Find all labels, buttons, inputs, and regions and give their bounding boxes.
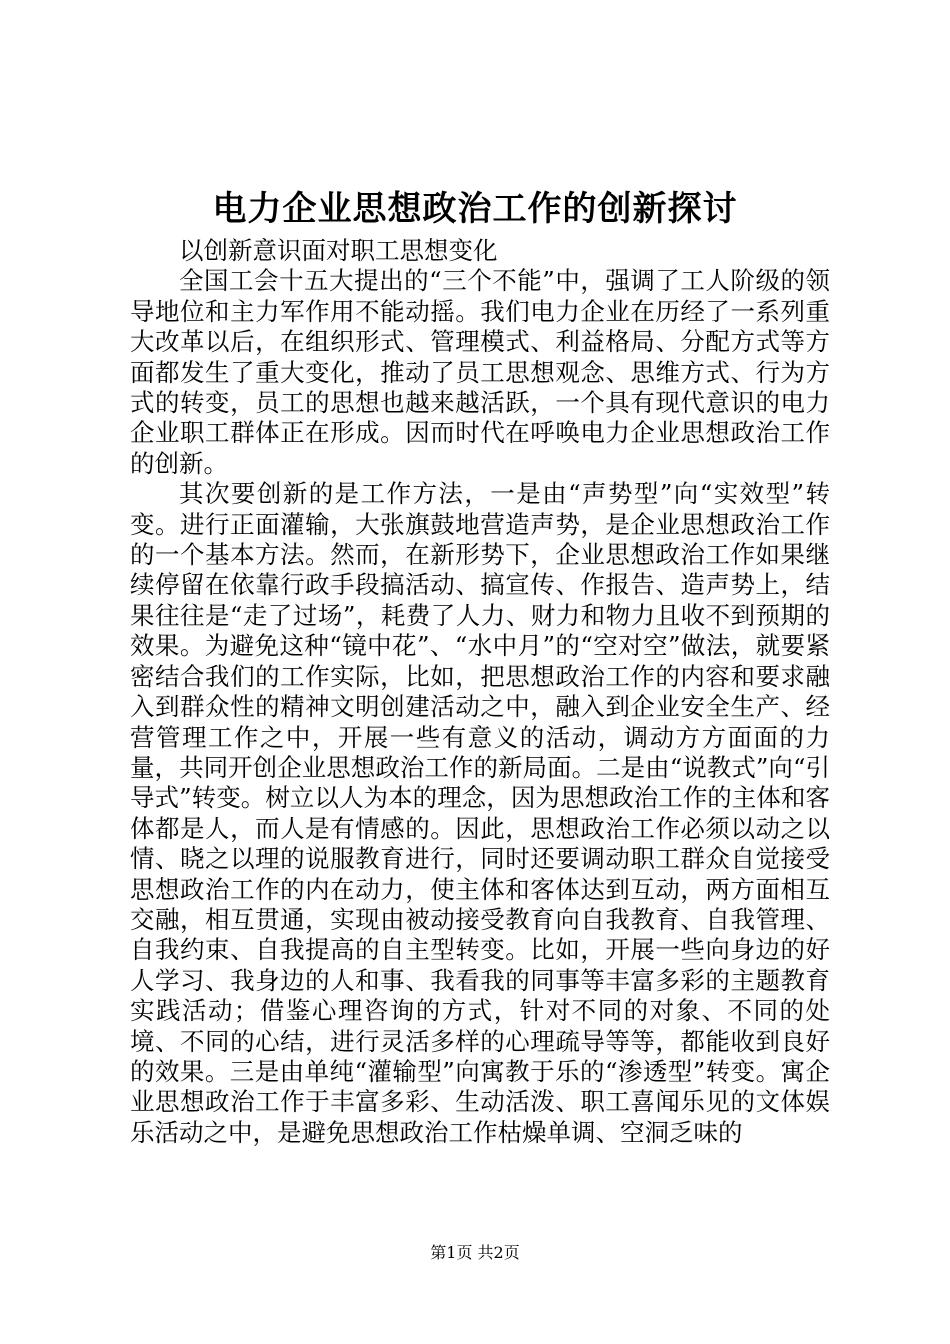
page-footer: 第1页 共2页 (430, 1243, 520, 1262)
section-subheading: 以创新意识面对职工思想变化 (179, 236, 498, 265)
paragraph-1: 全国工会十五大提出的“三个不能”中，强调了工人阶级的领导地位和主力军作用不能动摇。我们电力企业在历经了一系列重大改革以后，在组织形式、管理模式、利益格局、分配方式等方面都发生了重大变化，推动了员工思想观念、思维方式、行为方式的转变，员工的思想也越来越活跃，一个具有现代意识的电力企业职工群体正在形成。因而时代在呼唤电力企业思想政治工作的创新。 (130, 266, 830, 478)
document-title: 电力企业思想政治工作的创新探讨 (212, 189, 738, 229)
document-body (130, 236, 830, 1148)
paragraph-2: 其次要创新的是工作方法，一是由“声势型”向“实效型”转变。进行正面灌输，大张旗鼓地营造声势，是企业思想政治工作的一个基本方法。然而，在新形势下，企业思想政治工作如果继续停留在依靠行政手段搞活动、搞宣传、作报告、造声势上，结果往往是“走了过场”，耗费了人力、财力和物力且收不到预期的效果。为避免这种“镜中花”、“水中月”的“空对空”做法，就要紧密结合我们的工作实际，比如，把思想政治工作的内容和要求融入到群众性的精神文明创建活动之中，融入到企业安全生产、经营管理工作之中，开展一些有意义的活动，调动方方面面的力量，共同开创企业思想政治工作的新局面。二是由“说教式”向“引导式”转变。树立以人为本的理念，因为思想政治工作的主体和客体都是人，而人是有情感的。因此，思想政治工作必须以动之以情、晓之以理的说服教育进行，同时还要调动职工群众自觉接受思想政治工作的内在动力，使主体和客体达到互动，两方面相互交融，相互贯通，实现由被动接受教育向自我教育、自我管理、自我约束、自我提高的自主型转变。比如，开展一些向身边的好人学习、我身边的人和事、我看我的同事等丰富多彩的主题教育实践活动；借鉴心理咨询的方式，针对不同的对象、不同的处境、不同的心结，进行灵活多样的心理疏导等等，都能收到良好的效果。三是由单纯“灌输型”向寓教于乐的“渗透型”转变。寓企业思想政治工作于丰富多彩、生动活泼、职工喜闻乐见的文体娱乐活动之中，是避免思想政治工作枯燥单调、空洞乏味的 (130, 479, 830, 1147)
